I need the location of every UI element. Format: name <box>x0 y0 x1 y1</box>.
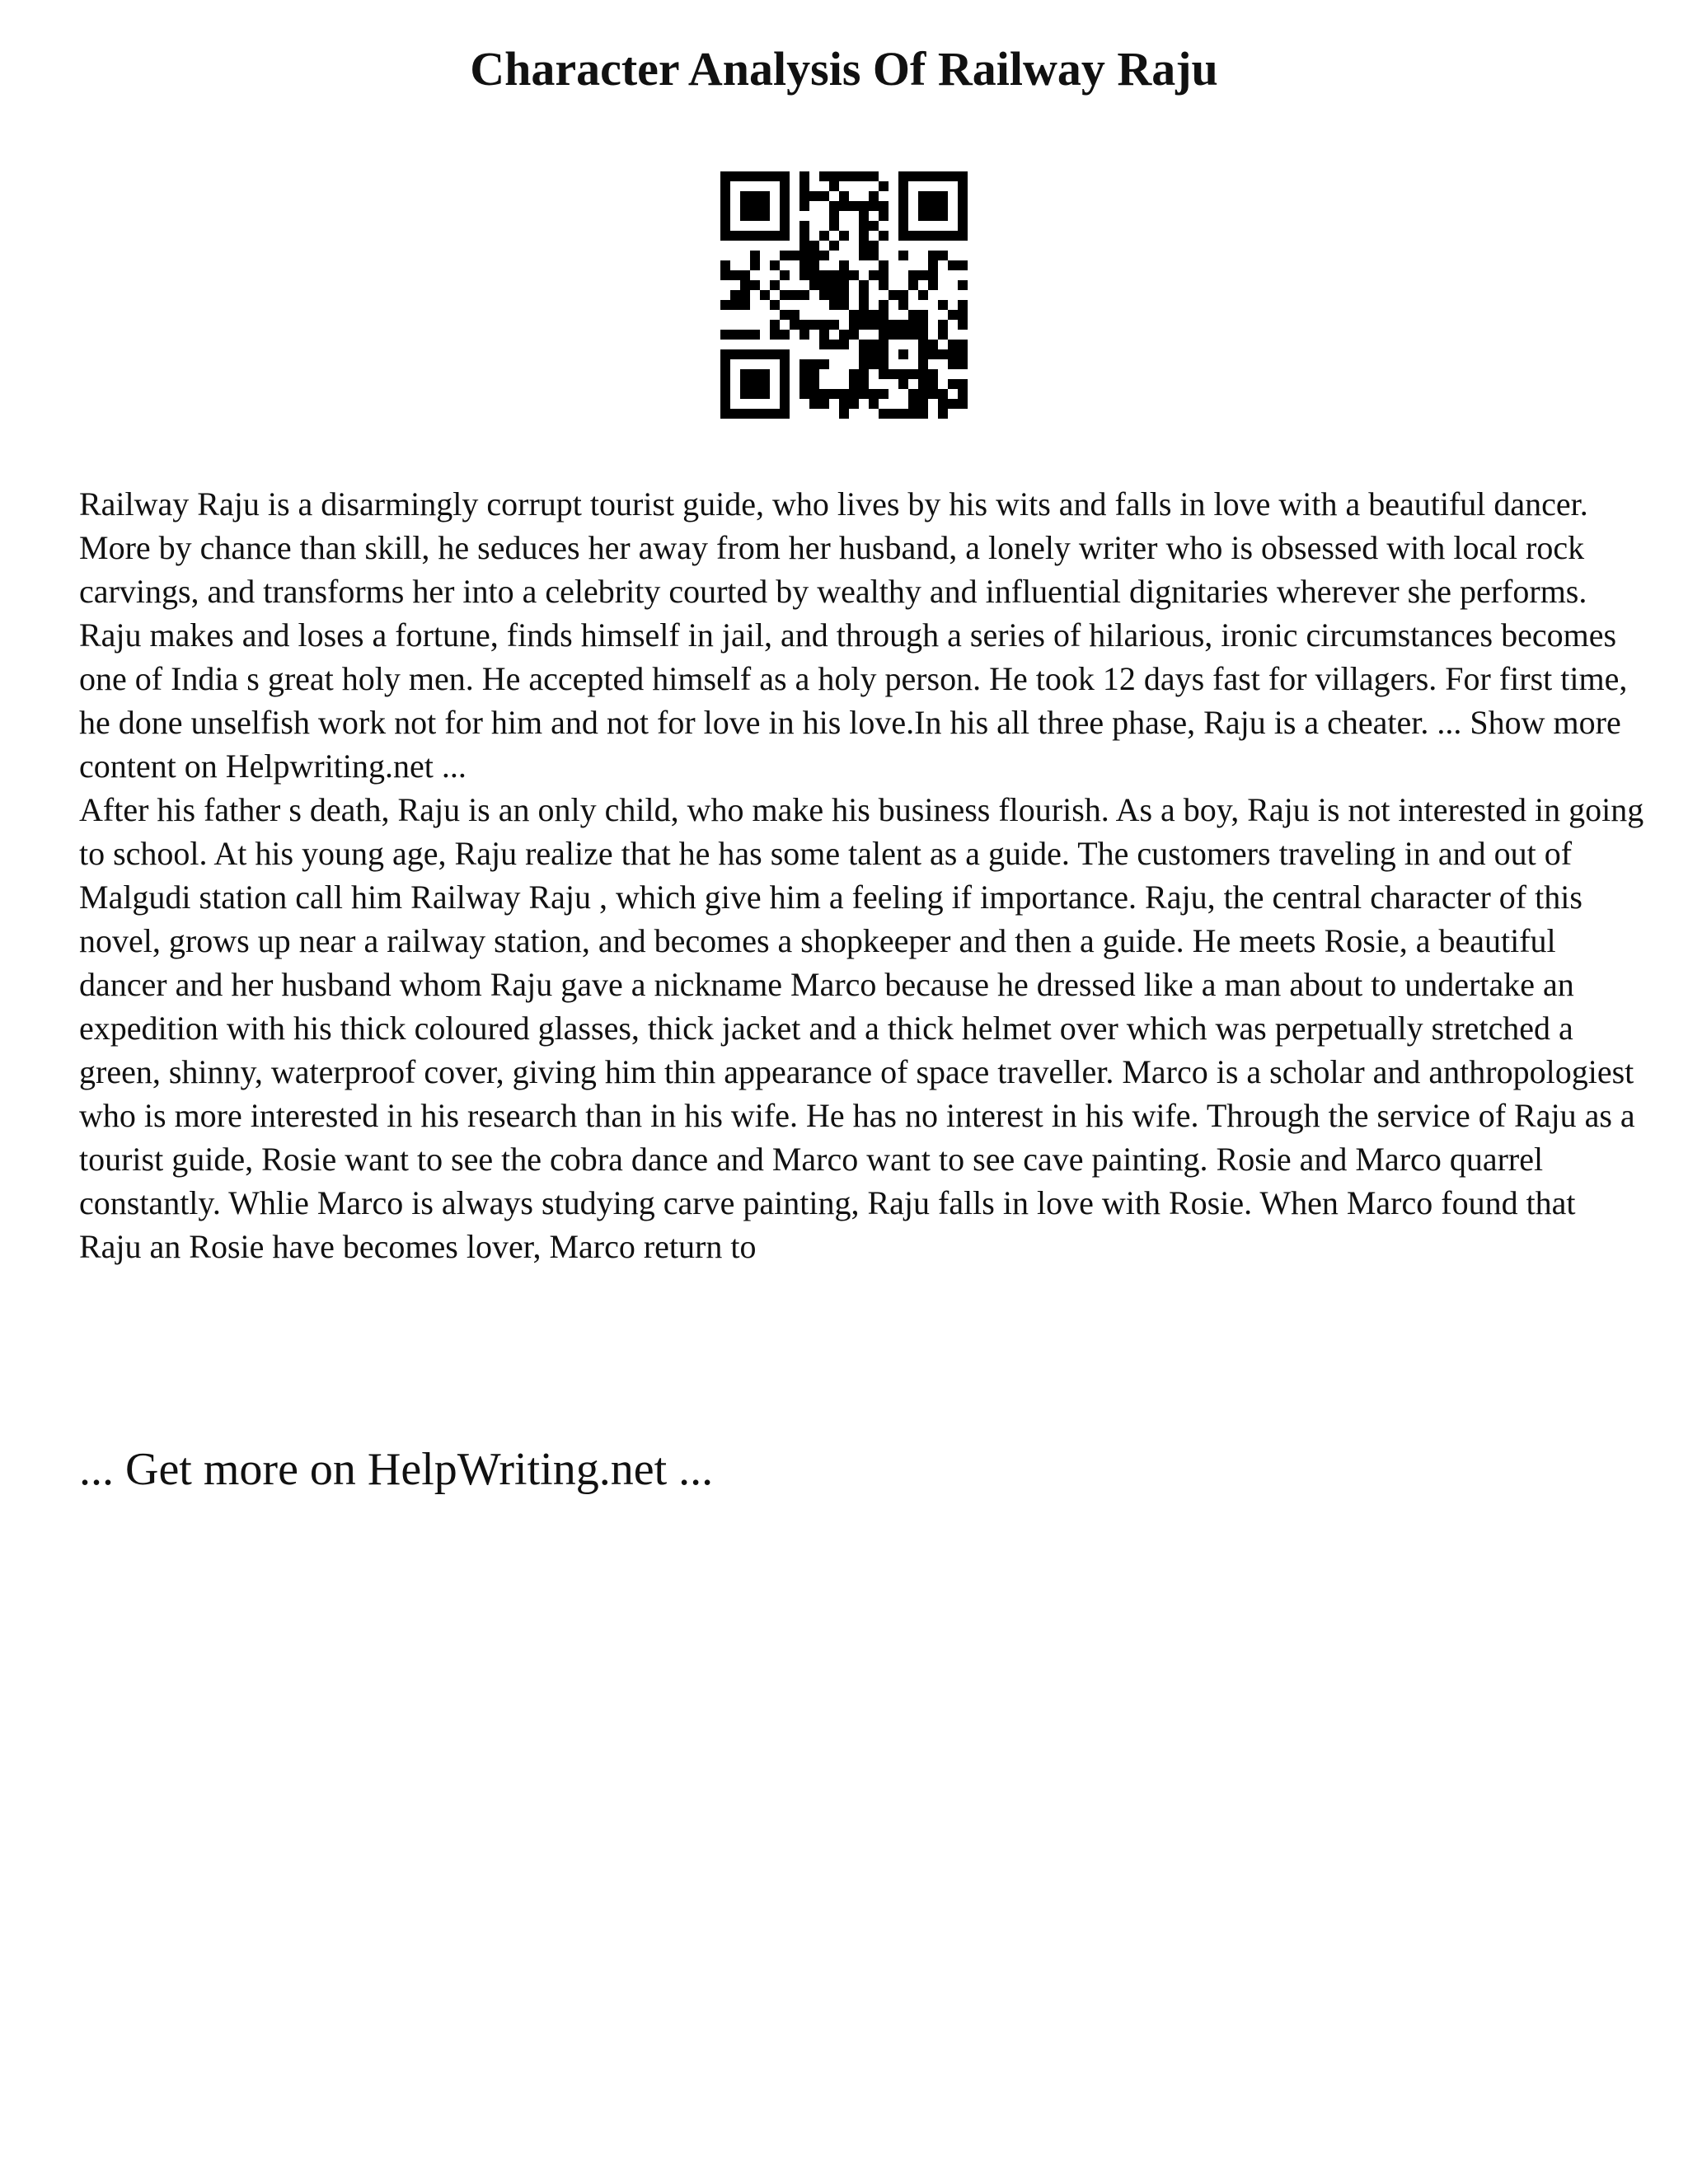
get-more-link[interactable]: ... Get more on HelpWriting.net ... <box>79 1444 714 1495</box>
paragraph: Railway Raju is a disarmingly corrupt tourist guide, who lives by his wits and falls in love with a beautiful dancer. More by chance than skill, he seduces her away from her husband, a lonely writer who is obsessed with local rock carvings, and transforms her into a celebrity courted by wealthy and influential dignitaries wherever she performs. Raju makes and loses a fortune, finds himself in jail, and through a series of hilarious, ironic circumstances becomes one of India s great holy men. He accepted himself as a holy person. He took 12 days fast for villagers. For first time, he done unselfish work not for him and not for love in his love.In his all three phase, Raju is a cheater. ... Show more content on Helpwriting.net ... <box>79 485 1628 785</box>
qr-code-icon[interactable] <box>720 171 968 419</box>
paragraph: After his father s death, Raju is an only child, who make his business flourish. As a boy, Raju is not interested in going to school. At his young age, Raju realize that he has some talent as a guide. The customers traveling in and out of Malgudi station call him Railway Raju , which give him a feeling if importance. Raju, the central character of this novel, grows up near a railway station, and becomes a shopkeeper and then a guide. He meets Rosie, a beautiful dancer and her husband whom Raju gave a nickname Marco because he dressed like a man about to undertake an expedition with his thick coloured glasses, thick jacket and a thick helmet over which was perpetually stretched a green, shinny, waterproof cover, giving him thin appearance of space traveller. Marco is a scholar and anthropologiest who is more interested in his research than in his wife. He has no interest in his wife. Through the service of Raju as a tourist guide, Rosie want to see the cobra dance and Marco want to see cave painting. Rosie and Marco quarrel constantly. Whlie Marco is always studying carve painting, Raju falls in love with Rosie. When Marco found that Raju an Rosie have becomes lover, Marco return to <box>79 791 1644 1265</box>
article-body <box>79 482 1645 1268</box>
page-title: Character Analysis Of Railway Raju <box>470 42 1218 96</box>
